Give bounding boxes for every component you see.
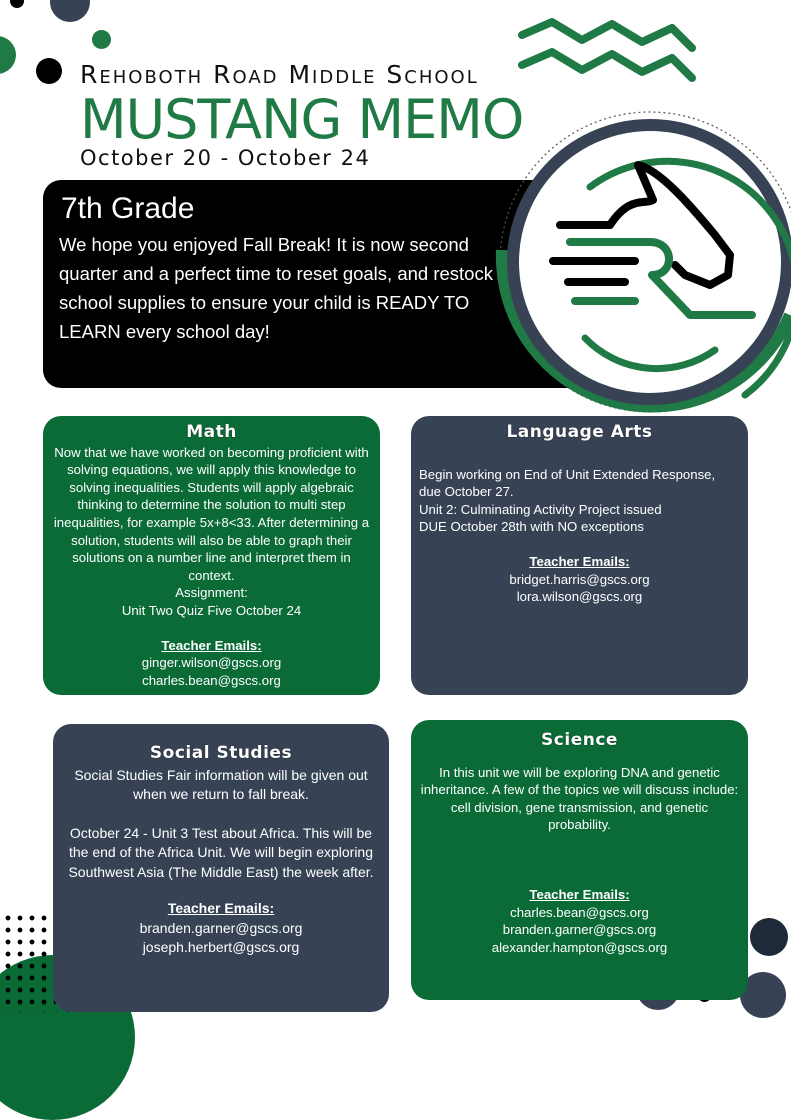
social-studies-card bbox=[53, 724, 389, 1012]
mustang-logo bbox=[490, 105, 791, 415]
science-title: Science bbox=[541, 730, 618, 750]
grade-message: We hope you enjoyed Fall Break! It is now second quarter and a perfect time to reset goals, and restock school supplies to ensure your child is READY TO LEARN every school day! bbox=[59, 234, 493, 342]
zigzag-decoration bbox=[512, 10, 702, 100]
math-emails-label: Teacher Emails: bbox=[161, 637, 262, 653]
math-assignment: Unit Two Quiz Five October 24 bbox=[121, 602, 302, 618]
decor-dot bbox=[36, 58, 62, 84]
math-assignment-label: Assignment: bbox=[175, 585, 248, 601]
decor-dot bbox=[0, 36, 16, 74]
email-link[interactable]: alexander.hampton@gscs.org bbox=[491, 939, 668, 955]
math-card bbox=[43, 416, 380, 695]
decor-dot bbox=[10, 0, 24, 8]
science-card bbox=[411, 720, 748, 1000]
language-arts-emails-label: Teacher Emails: bbox=[529, 553, 630, 569]
email-link[interactable]: branden.garner@gscs.org bbox=[502, 922, 657, 938]
social-studies-emails-label: Teacher Emails: bbox=[167, 900, 275, 916]
email-link[interactable]: branden.garner@gscs.org bbox=[139, 919, 303, 936]
decor-dot bbox=[92, 30, 111, 49]
language-arts-card bbox=[411, 416, 748, 695]
email-link[interactable]: lora.wilson@gscs.org bbox=[516, 589, 643, 605]
email-link[interactable]: bridget.harris@gscs.org bbox=[509, 571, 650, 587]
email-link[interactable]: charles.bean@gscs.org bbox=[510, 904, 649, 920]
grade-heading: 7th Grade bbox=[61, 192, 195, 225]
date-range: October 20 - October 24 bbox=[80, 146, 371, 170]
math-body: Now that we have worked on becoming proficient with solving equations, we will apply this knowledge to solving inequalities. Students will apply algebraic thinking to determine the solution to multi step inequalities, for example 5x+8<33. After determining a solution, students will also be able to graph their solutions on a number line and interpret them in context. bbox=[53, 444, 370, 583]
social-studies-body-2: October 24 - Unit 3 Test about Africa. This will be the end of the Africa Unit. We will begin exploring Southwest Asia (The Middle East) the week after. bbox=[68, 824, 374, 880]
decor-dot bbox=[750, 918, 788, 956]
language-arts-title: Language Arts bbox=[506, 422, 653, 442]
email-link[interactable]: charles.bean@gscs.org bbox=[142, 672, 281, 688]
email-link[interactable]: joseph.herbert@gscs.org bbox=[142, 939, 300, 955]
science-emails-label: Teacher Emails: bbox=[529, 886, 630, 902]
social-studies-body-1: Social Studies Fair information will be given out when we return to fall break. bbox=[74, 766, 368, 802]
language-arts-body: Begin working on End of Unit Extended Response, due October 27. Unit 2: Culminating Activity Project issued DUE October 28th with NO exceptions bbox=[419, 466, 716, 535]
math-title: Math bbox=[186, 422, 237, 442]
social-studies-title: Social Studies bbox=[149, 743, 293, 763]
email-link[interactable]: ginger.wilson@gscs.org bbox=[141, 655, 282, 671]
decor-dot bbox=[50, 0, 90, 22]
science-body: In this unit we will be exploring DNA and genetic inheritance. A few of the topics we will discuss include: cell division, gene transmission, and genetic probability. bbox=[420, 764, 739, 833]
school-name: Rehoboth Road Middle School bbox=[80, 60, 479, 89]
newsletter-title: MUSTANG MEMO bbox=[80, 88, 524, 151]
